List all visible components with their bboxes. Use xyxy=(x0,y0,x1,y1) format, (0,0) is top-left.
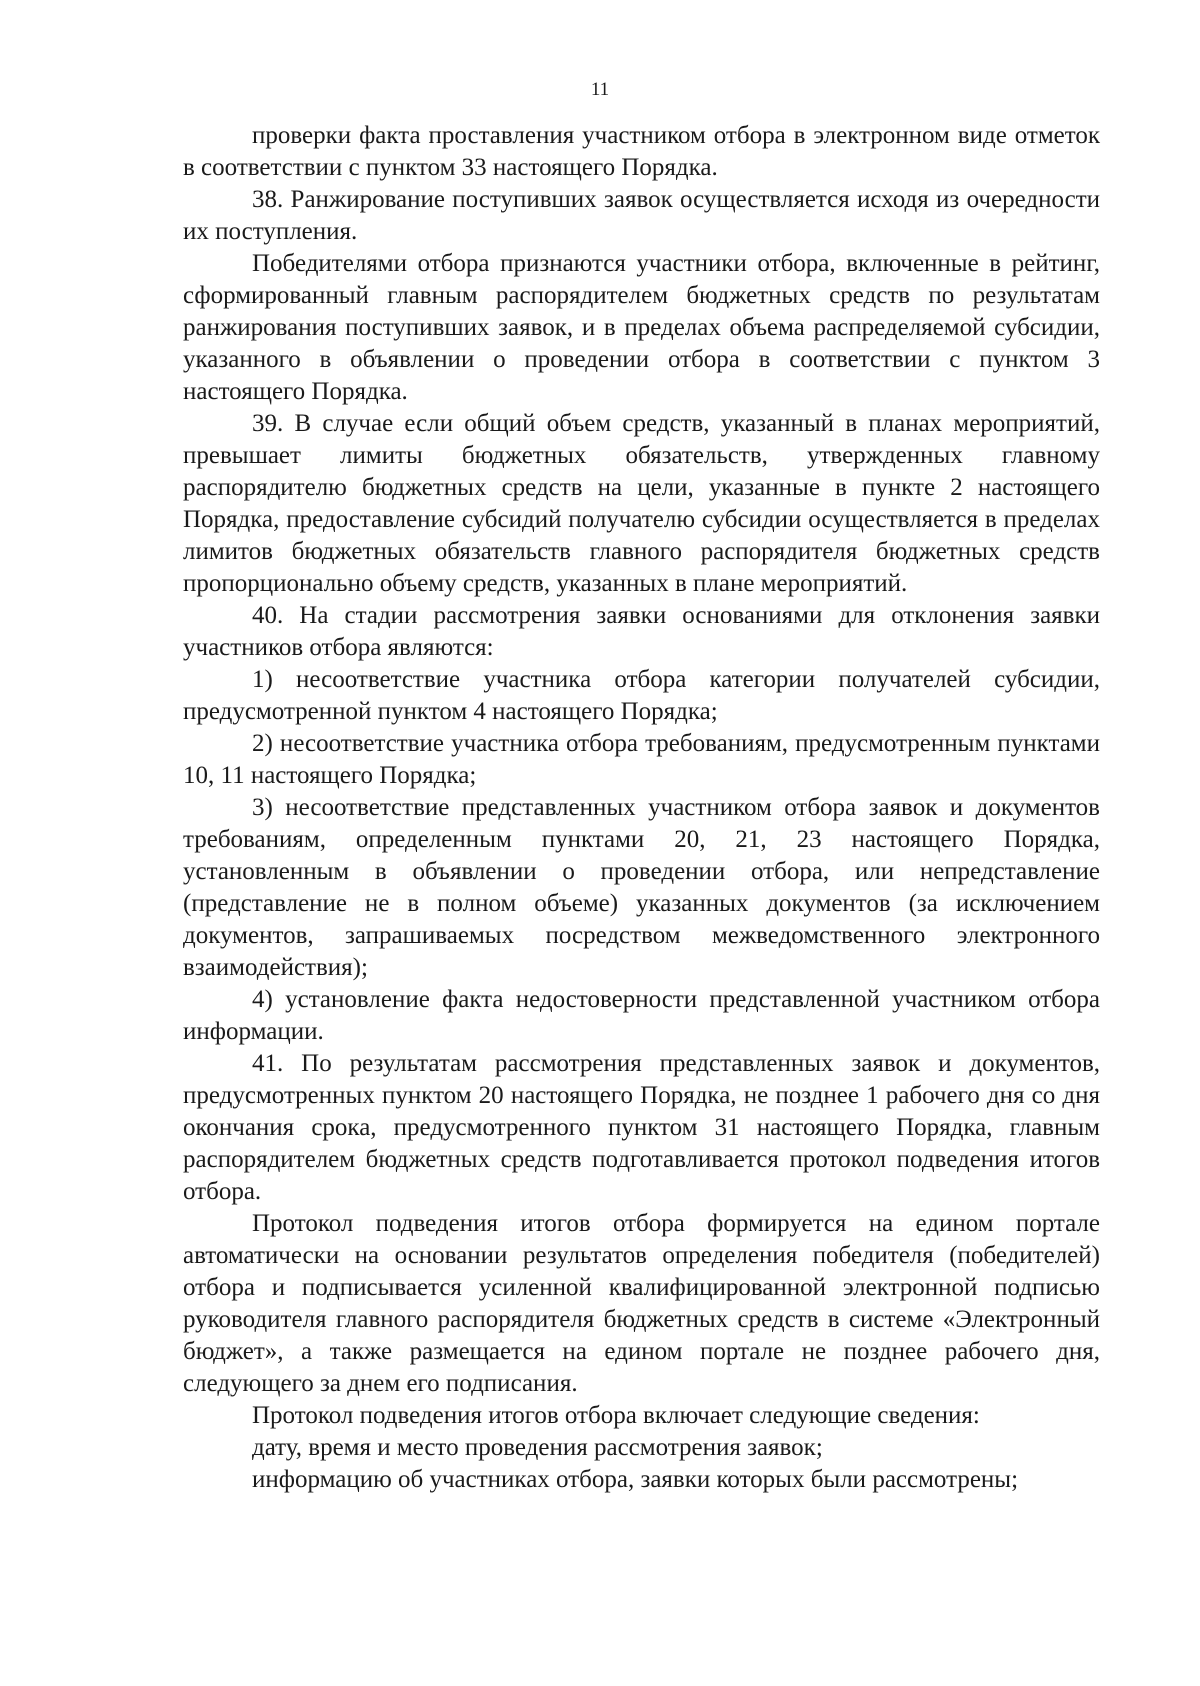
paragraph-39: 39. В случае если общий объем средств, указанный в планах мероприятий, превышает лимиты бюджетных обязательств, утвержденных главному распорядителю бюджетных средств на цели, указанные в пункте 2 настоящего Порядка, предоставление субсидий получателю субсидии осуществляется в пределах лимитов бюджетных обязательств главного распорядителя бюджетных средств пропорционально объему средств, указанных в плане мероприятий. xyxy=(183,410,1100,597)
paragraph-winners: Победителями отбора признаются участники отбора, включенные в рейтинг, сформированный главным распорядителем бюджетных средств по результатам ранжирования поступивших заявок, и в пределах объема распределяемой субсидии, указанного в объявлении о проведении отбора в соответствии с пунктом 3 настоящего Порядка. xyxy=(183,250,1100,405)
paragraph-continuation-checks: проверки факта проставления участником отбора в электронном виде отметок в соответствии с пунктом 33 настоящего Порядка. xyxy=(183,122,1100,181)
paragraph-40: 40. На стадии рассмотрения заявки основаниями для отклонения заявки участников отбора являются: xyxy=(183,602,1100,661)
paragraph-41: 41. По результатам рассмотрения представленных заявок и документов, предусмотренных пунктом 20 настоящего Порядка, не позднее 1 рабочего дня со дня окончания срока, предусмотренного пунктом 31 настоящего Порядка, главным распорядителем бюджетных средств подготавливается протокол подведения итогов отбора. xyxy=(183,1050,1100,1205)
paragraph-40-item-4: 4) установление факта недостоверности представленной участником отбора информации. xyxy=(183,986,1100,1045)
paragraph-protocol-contents: Протокол подведения итогов отбора включает следующие сведения: xyxy=(252,1402,980,1429)
page-number: 11 xyxy=(590,79,610,100)
paragraph-protocol-item-participants: информацию об участниках отбора, заявки которых были рассмотрены; xyxy=(252,1466,1019,1493)
paragraph-40-item-1: 1) несоответствие участника отбора категории получателей субсидии, предусмотренной пунктом 4 настоящего Порядка; xyxy=(183,666,1100,725)
body-text xyxy=(183,120,1100,1496)
paragraph-40-item-3: 3) несоответствие представленных участником отбора заявок и документов требованиям, определенным пунктами 20, 21, 23 настоящего Порядка, установленным в объявлении о проведении отбора, или непредставление (представление не в полном объеме) указанных документов (за исключением документов, запрашиваемых посредством межведомственного электронного взаимодействия); xyxy=(183,794,1100,981)
paragraph-protocol-formation: Протокол подведения итогов отбора формируется на едином портале автоматически на основании результатов определения победителя (победителей) отбора и подписывается усиленной квалифицированной электронной подписью руководителя главного распорядителя бюджетных средств в системе «Электронный бюджет», а также размещается на едином портале не позднее рабочего дня, следующего за днем его подписания. xyxy=(183,1210,1100,1397)
paragraph-40-item-2: 2) несоответствие участника отбора требованиям, предусмотренным пунктами 10, 11 настоящего Порядка; xyxy=(183,730,1100,789)
paragraph-38: 38. Ранжирование поступивших заявок осуществляется исходя из очередности их поступления. xyxy=(183,186,1100,245)
paragraph-protocol-item-date: дату, время и место проведения рассмотрения заявок; xyxy=(252,1434,823,1461)
